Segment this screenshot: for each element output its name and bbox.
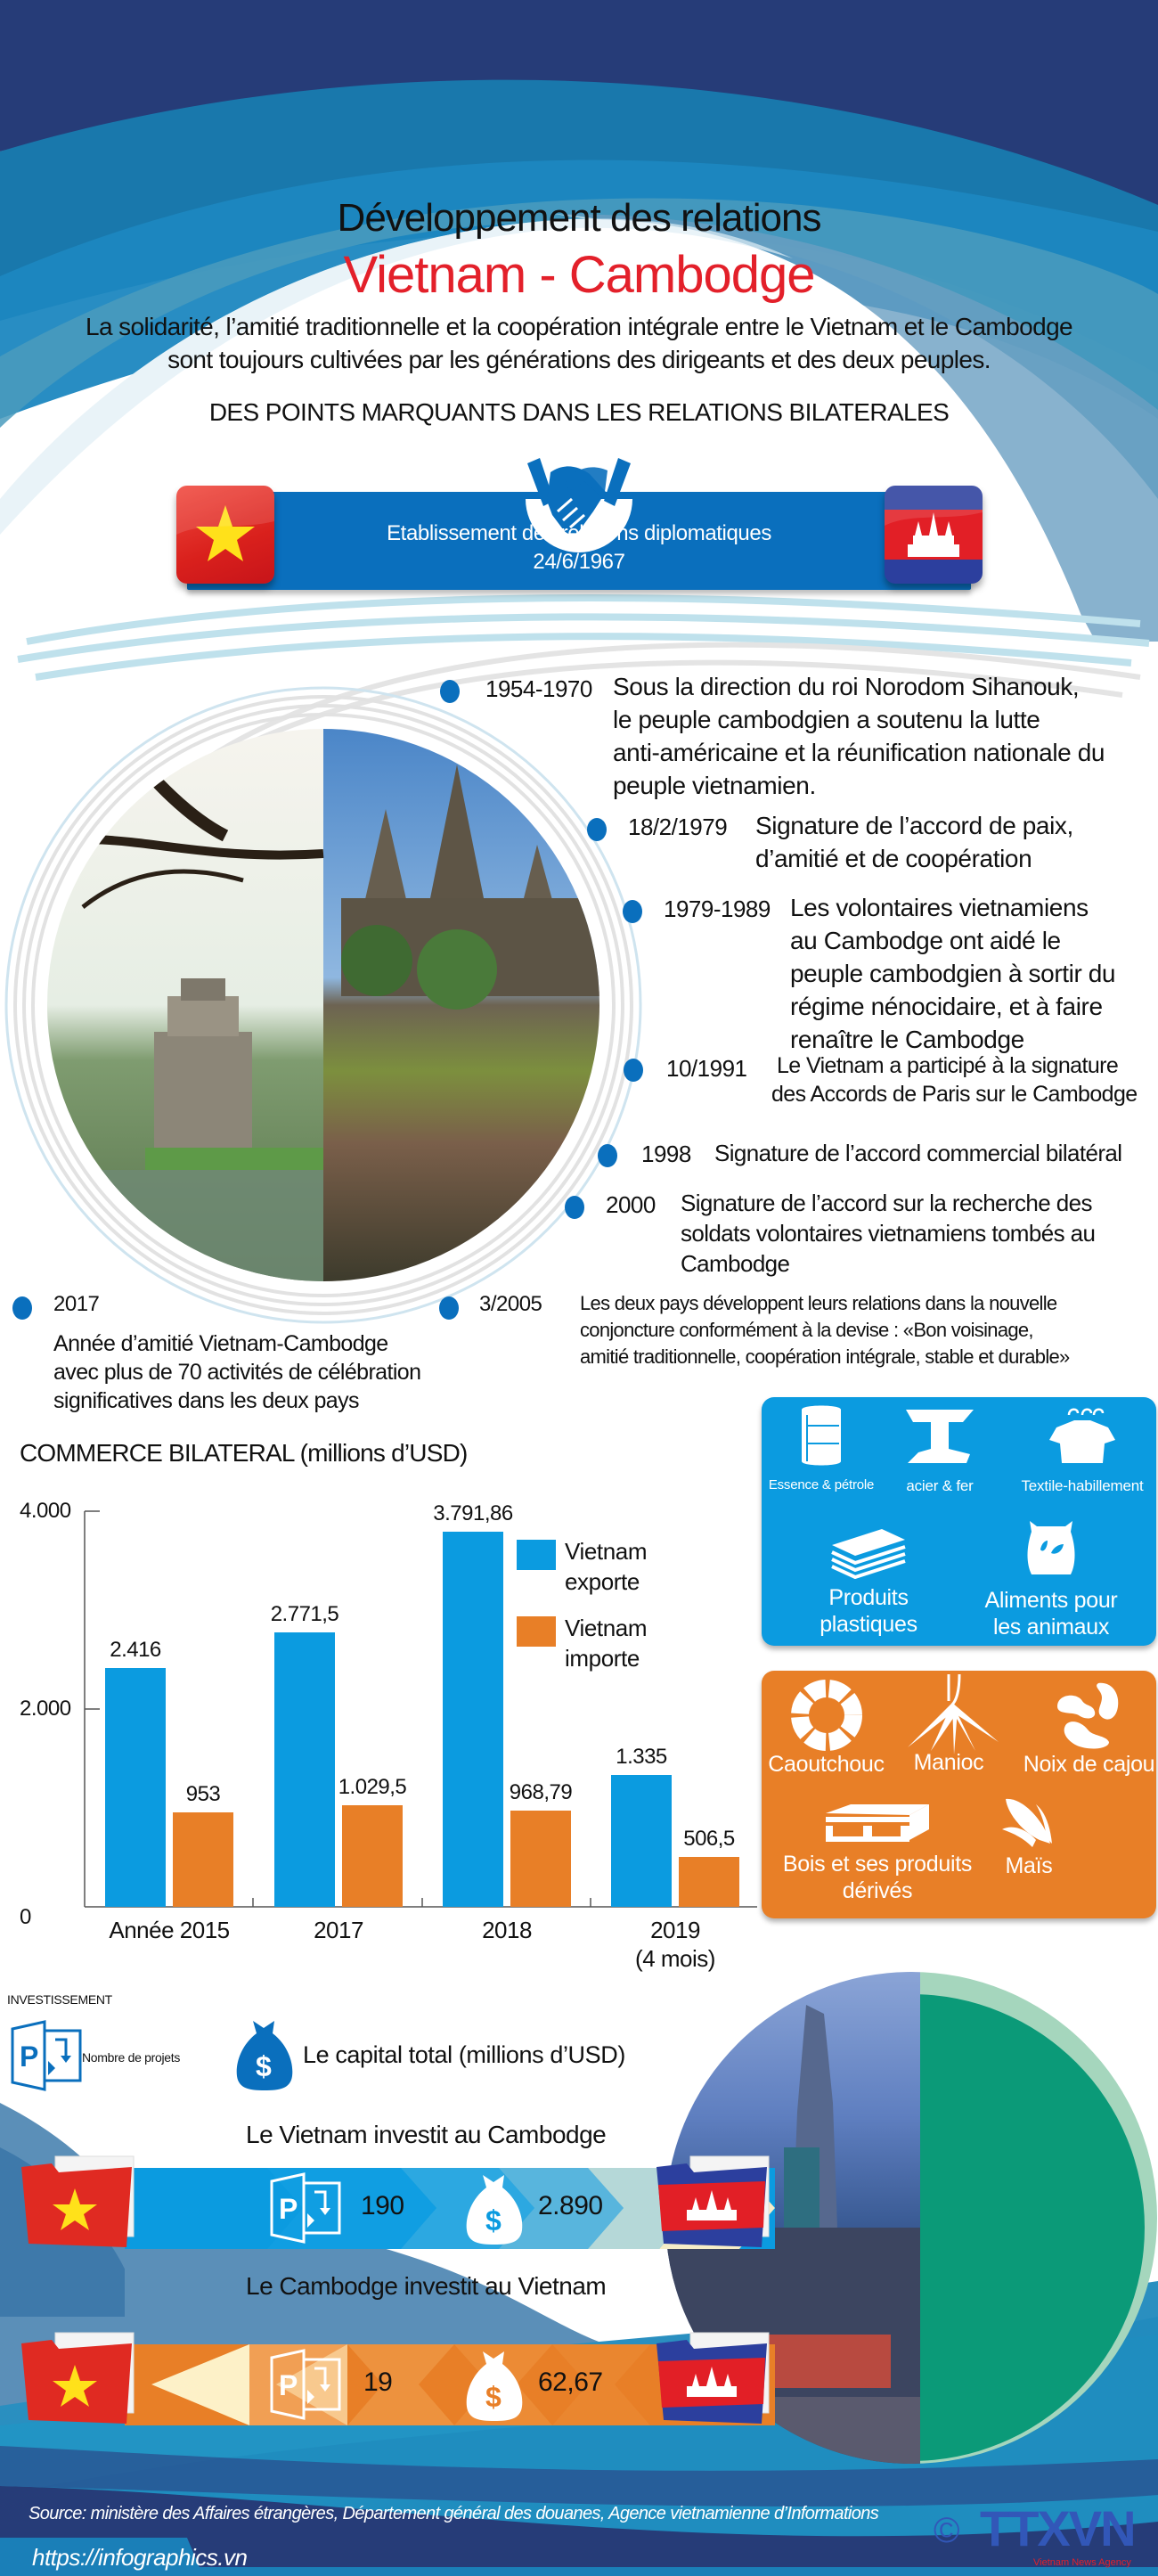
product-corn: Maïs [989, 1794, 1069, 1879]
timeline-text: Sous la direction du roi Norodom Sihanouk, le peuple cambodgien a soutenu la lutte anti-américaine et la réunification nationale du peuple vietnamien. [613, 673, 1105, 799]
bar-value-label: 506,5 [683, 1826, 735, 1851]
product-cashew: Noix de cajou [1020, 1680, 1158, 1778]
timeline-text: Signature de l’accord de paix, d’amitié et de coopération [755, 812, 1073, 872]
timeline-date: 1998 [641, 1141, 691, 1167]
x-category-label: 2018 [482, 1917, 532, 1943]
product-animal-feed: Aliments pour les animaux [958, 1517, 1145, 1640]
banner-label: Etablissement des relations diplomatiques [387, 521, 771, 545]
investment-heading: INVESTISSEMENT [7, 1992, 112, 2007]
rubber-ring-icon [791, 1680, 862, 1751]
steel-beam-icon [904, 1404, 975, 1467]
money-bag-icon [233, 2017, 296, 2092]
bar-value-label: 2.771,5 [270, 1602, 339, 1627]
product-rubber: Caoutchouc [762, 1680, 891, 1778]
timeline-dot [624, 1059, 643, 1082]
banner-text [187, 519, 971, 577]
kh-capital-value: 62,67 [538, 2367, 603, 2397]
vietnam-folder-flag [20, 2155, 144, 2251]
timeline-text: Signature de l’accord sur la recherche des soldats volontaires vietnamiens tombés au Cambodge [681, 1190, 1096, 1277]
timeline-date: 18/2/1979 [628, 814, 728, 840]
title-line1: Développement des relations [337, 196, 821, 240]
timeline-text: Les deux pays développent leurs relations dans la nouvelle conjoncture conformément à la devise : «Bon voisinage, amitié traditionnelle, coopération intégrale, stable et durable» [580, 1292, 1070, 1368]
bar-value-label: 953 [185, 1782, 221, 1807]
legend-swatch-export [517, 1540, 556, 1570]
svg-text:P: P [20, 2040, 39, 2073]
clothing-icon [1042, 1404, 1122, 1467]
ttxvn-logo: TTXVN [980, 2500, 1135, 2556]
y-tick-4000: 4.000 [20, 1499, 71, 1523]
timeline-date: 3/2005 [479, 1292, 542, 1316]
product-steel: acier & fer [895, 1404, 984, 1495]
x-category-label: 2017 [314, 1917, 363, 1943]
exports-panel [762, 1397, 1156, 1646]
section-heading: DES POINTS MARQUANTS DANS LES RELATIONS BILATERALES [208, 398, 950, 426]
money-bag-icon [463, 2348, 526, 2423]
legend-swatch-import [517, 1616, 556, 1647]
timeline-dot [12, 1296, 32, 1320]
wood-pallet-icon [824, 1803, 931, 1847]
product-oil: Essence & pétrole [763, 1404, 879, 1492]
intro-text [0, 310, 1158, 376]
corn-icon [1000, 1794, 1057, 1852]
y-tick-2000: 2.000 [20, 1697, 71, 1721]
intro-line2: sont toujours cultivées par les générations des dirigeants et des deux peuples. [167, 346, 991, 373]
timeline-text: Le Vietnam a participé à la signature des Accords de Paris sur le Cambodge [771, 1053, 1138, 1107]
svg-text:P: P [279, 2369, 298, 2401]
x-category-label: Année 2015 [109, 1917, 230, 1943]
bar-value-label: 1.029,5 [338, 1774, 407, 1799]
timeline-text: Les volontaires vietnamiens au Cambodge ont aidé le peuple cambodgien à sortir du régime nénocidaire, et à faire renaître le Cambodge [790, 894, 1116, 1053]
star-icon [176, 486, 274, 584]
bar-import [173, 1812, 233, 1907]
vn-to-kh-title: Le Vietnam investit au Cambodge [246, 2121, 607, 2148]
timeline-date: 1979-1989 [664, 895, 771, 922]
timeline-dot [598, 1144, 617, 1167]
copyright-symbol: © [934, 2511, 960, 2550]
svg-text:$: $ [485, 2204, 502, 2237]
site-url[interactable]: https://infographics.vn [32, 2544, 248, 2571]
bar-value-label: 3.791,86 [433, 1501, 513, 1526]
vn-capital-value: 2.890 [538, 2191, 603, 2220]
trade-bar-chart [0, 1497, 757, 1978]
angkor-wat-icon [885, 486, 983, 584]
vietnam-flag [176, 486, 274, 584]
product-wood: Bois et ses produits dérivés [771, 1803, 984, 1904]
legend-capital-label: Le capital total (millions d’USD) [303, 2041, 625, 2068]
project-icon [270, 2348, 343, 2421]
bar-value-label: 2.416 [110, 1637, 161, 1662]
timeline-date: 10/1991 [666, 1055, 747, 1082]
intro-line1: La solidarité, l’amitié traditionnelle et la coopération intégrale entre le Vietnam et le Cambodge [85, 313, 1073, 340]
timeline-dot [565, 1196, 584, 1219]
cassava-icon [904, 1674, 1002, 1754]
product-textile: Textile-habillement [1011, 1404, 1154, 1495]
logo-subtitle: Vietnam News Agency [1033, 2557, 1131, 2568]
y-tick-0: 0 [20, 1905, 31, 1929]
cambodia-folder-flag [655, 2155, 779, 2251]
svg-text:P: P [279, 2193, 298, 2225]
bar-import [510, 1811, 571, 1907]
title-line2: Vietnam - Cambodge [343, 246, 815, 304]
svg-text:$: $ [485, 2381, 502, 2413]
timeline-date: 2017 [53, 1292, 100, 1316]
product-plastics: Produits plastiques [784, 1522, 953, 1638]
legend-projects-label: Nombre de projets [82, 2050, 181, 2065]
timeline-text: Année d’amitié Vietnam-Cambodge avec plus de 70 activités de célébration significatives dans les deux pays [53, 1331, 421, 1413]
bar-import [679, 1857, 739, 1907]
legend-import-label: Vietnam importe [565, 1615, 648, 1672]
source-note: Source: ministère des Affaires étrangères, Département général des douanes, Agence vietnamienne d’Informations [29, 2504, 879, 2523]
timeline-dot [439, 1296, 459, 1320]
legend-export-label: Vietnam exporte [565, 1538, 648, 1595]
timeline-text: Signature de l’accord commercial bilatéral [714, 1140, 1122, 1166]
plastic-sheets-icon [828, 1522, 909, 1579]
timeline-dot [587, 818, 607, 841]
timeline-dot [440, 680, 460, 703]
money-bag-icon [463, 2171, 526, 2246]
project-icon [11, 2020, 84, 2091]
timeline-date: 2000 [606, 1191, 656, 1218]
svg-text:$: $ [256, 2050, 272, 2082]
feed-sack-icon [1024, 1517, 1078, 1582]
bar-value-label: 1.335 [616, 1744, 667, 1769]
product-cassava: Manioc [904, 1674, 993, 1776]
oil-barrel-icon [799, 1404, 844, 1467]
timeline-dot [623, 900, 642, 923]
kh-to-vn-title: Le Cambodge investit au Vietnam [246, 2272, 607, 2300]
photo-circle [47, 729, 599, 1281]
cashew-icon [1054, 1680, 1125, 1751]
bar-export [443, 1532, 503, 1907]
timeline-date: 1954-1970 [485, 675, 592, 702]
imports-panel [762, 1671, 1156, 1918]
bar-export [274, 1632, 335, 1907]
banner-date: 24/6/1967 [533, 550, 625, 574]
vn-projects-value: 190 [361, 2191, 404, 2220]
x-category-label: 2019 (4 mois) [635, 1917, 715, 1972]
bar-import [342, 1805, 403, 1907]
cambodia-flag [885, 486, 983, 584]
kh-projects-value: 19 [363, 2367, 393, 2397]
chart-title: COMMERCE BILATERAL (millions d’USD) [20, 1439, 468, 1467]
project-icon [270, 2171, 343, 2245]
bar-value-label: 968,79 [509, 1780, 573, 1805]
cambodia-folder-flag [655, 2331, 779, 2427]
vietnam-folder-flag [20, 2331, 144, 2427]
